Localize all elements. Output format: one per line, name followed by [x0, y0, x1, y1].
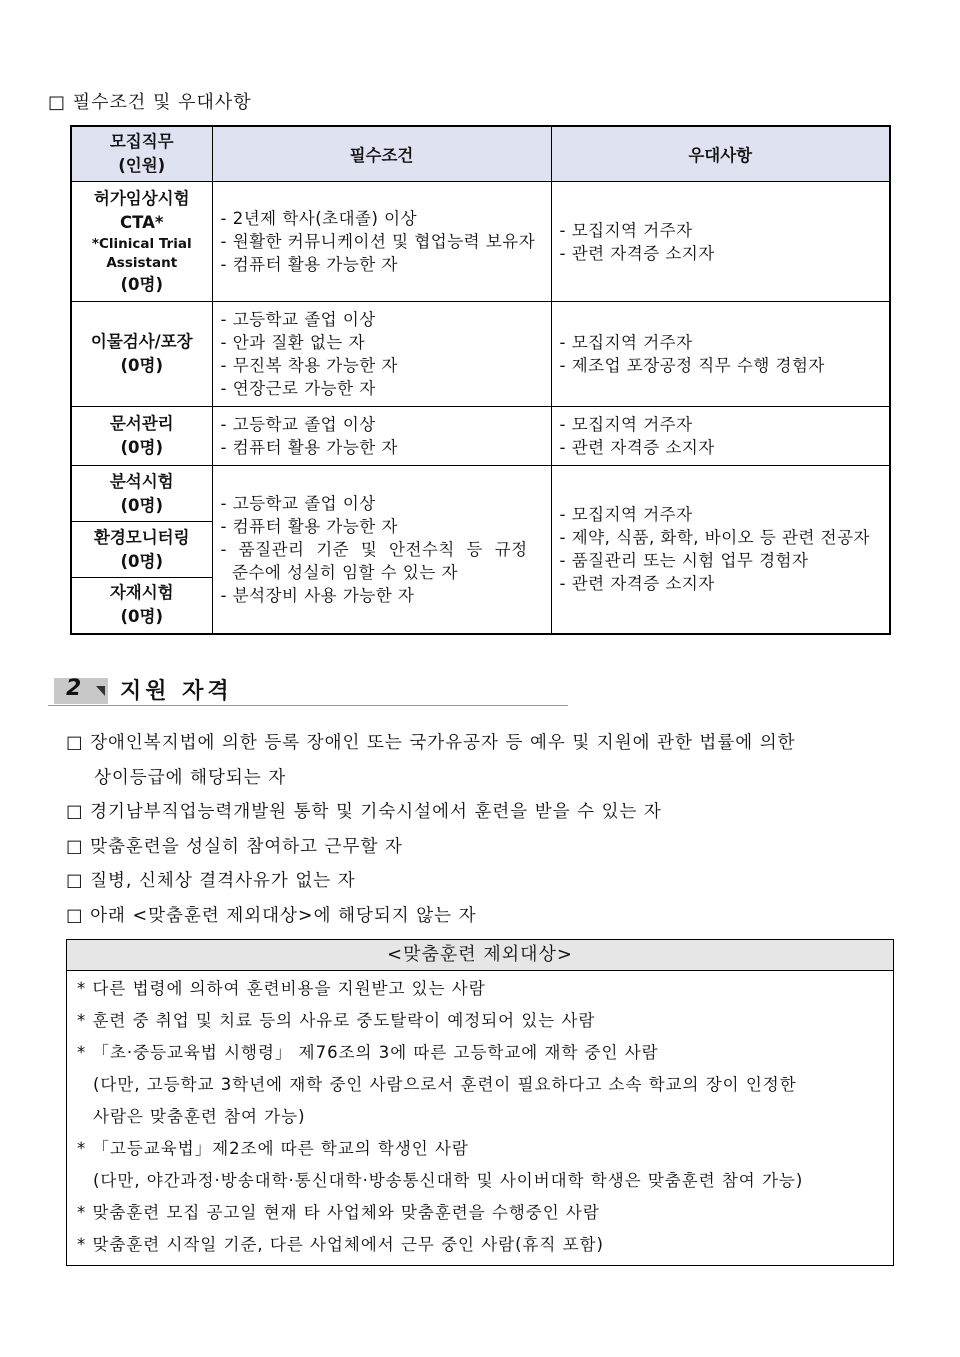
- list-item-note: (다만, 야간과정·방송대학·통신대학·방송통신대학 및 사이버대학 학생은 맞춤훈련 참여 가능): [93, 1171, 804, 1190]
- exclusion-body: [67, 971, 893, 1265]
- list-item: - 관련 자격증 소지자: [559, 243, 715, 263]
- required-cell: [212, 466, 551, 634]
- exclusion-title: <맞춤훈련 제외대상>: [67, 940, 893, 971]
- qualification-list: [66, 726, 886, 933]
- role-note: *Clinical Trial: [91, 235, 192, 252]
- role-count: (0명): [120, 607, 163, 627]
- role-cell: [71, 522, 212, 578]
- list-item: - 고등학교 졸업 이상: [220, 310, 376, 329]
- list-item: - 안과 질환 없는 자: [220, 333, 366, 352]
- required-cell: [212, 407, 551, 466]
- list-item: - 제약, 식품, 화학, 바이오 등 관련 전공자: [559, 528, 870, 548]
- section2-header: [48, 672, 568, 708]
- list-item: - 무진복 착용 가능한 자: [220, 356, 398, 375]
- required-cell: [212, 302, 551, 407]
- role-abbr: CTA*: [120, 212, 164, 232]
- list-item: □ 맞춤훈련을 성실히 참여하고 근무할 자: [66, 836, 403, 857]
- role-cell: [71, 302, 212, 407]
- list-item: - 컴퓨터 활용 가능한 자: [220, 516, 398, 536]
- role-count: (0명): [120, 438, 163, 457]
- list-item: * 맞춤훈련 모집 공고일 현재 타 사업체와 맞춤훈련을 수행중인 사람: [77, 1203, 600, 1222]
- role-title: 분석시험: [109, 471, 174, 491]
- table-row: [71, 407, 890, 466]
- list-item: - 2년제 학사(초대졸) 이상: [220, 209, 418, 228]
- role-note: Assistant: [106, 254, 178, 271]
- list-item: - 고등학교 졸업 이상: [220, 415, 376, 434]
- list-item: * 맞춤훈련 시작일 기준, 다른 사업체에서 근무 중인 사람(휴직 포함): [77, 1235, 604, 1254]
- requirements-table: [70, 125, 891, 635]
- list-item: - 모집지역 거주자: [559, 333, 693, 352]
- role-title: 이물검사/포장: [90, 332, 193, 351]
- role-count: (0명): [120, 356, 163, 375]
- table-row: [71, 302, 890, 407]
- list-item: * 다른 법령에 의하여 훈련비용을 지원받고 있는 사람: [77, 979, 486, 998]
- role-count: (0명): [120, 495, 163, 515]
- role-count: (0명): [120, 551, 163, 571]
- list-item: 준수에 성실히 임할 수 있는 자: [220, 562, 458, 582]
- list-item-note: 사람은 맞춤훈련 참여 가능): [93, 1107, 306, 1126]
- list-item: - 제조업 포장공정 직무 수행 경험자: [559, 356, 825, 375]
- section-number: 2: [66, 676, 82, 701]
- preferred-cell: [551, 466, 890, 634]
- list-item: □ 경기남부직업능력개발원 통학 및 기숙시설에서 훈련을 받을 수 있는 자: [66, 802, 662, 822]
- section-title: 지원 자격: [120, 679, 233, 704]
- list-item: * 「초·중등교육법 시행령」 제76조의 3에 따른 고등학교에 재학 중인 사람: [77, 1043, 659, 1062]
- role-cell: [71, 407, 212, 466]
- table-header-row: [71, 126, 890, 182]
- list-item: * 훈련 중 취업 및 치료 등의 사유로 중도탈락이 예정되어 있는 사람: [77, 1011, 596, 1030]
- header-role-line1: 모집직무: [109, 132, 174, 151]
- list-item: □ 장애인복지법에 의한 등록 장애인 또는 국가유공자 등 예우 및 지원에 관한 법률에 의한: [66, 733, 796, 753]
- role-cell: [71, 182, 212, 302]
- list-item: □ 아래 <맞춤훈련 제외대상>에 해당되지 않는 자: [66, 905, 477, 926]
- exclusion-box: [66, 939, 894, 1266]
- list-item: - 분석장비 사용 가능한 자: [220, 585, 415, 605]
- required-cell: [212, 182, 551, 302]
- header-role: [71, 126, 212, 182]
- list-item-note: (다만, 고등학교 3학년에 재학 중인 사람으로서 훈련이 필요하다고 소속 학교의 장이 인정한: [93, 1075, 797, 1094]
- list-item: □ 질병, 신체상 결격사유가 없는 자: [66, 871, 356, 891]
- list-item-continuation: 상이등급에 해당되는 자: [94, 767, 287, 788]
- header-preferred: 우대사항: [551, 126, 890, 182]
- role-count: (0명): [120, 274, 163, 294]
- header-required: 필수조건: [212, 126, 551, 182]
- preferred-cell: [551, 407, 890, 466]
- list-item: - 컴퓨터 활용 가능한 자: [220, 255, 398, 274]
- table-row: [71, 466, 890, 522]
- list-item: - 품질관리 또는 시험 업무 경험자: [559, 551, 809, 571]
- triangle-icon: [96, 686, 105, 696]
- list-item: - 원활한 커뮤니케이션 및 협업능력 보유자: [220, 232, 536, 251]
- list-item: - 관련 자격증 소지자: [559, 438, 715, 457]
- list-item: - 모집지역 거주자: [559, 415, 693, 434]
- list-item: - 컴퓨터 활용 가능한 자: [220, 438, 398, 457]
- table-row: [71, 182, 890, 302]
- role-title: 허가임상시험: [93, 188, 190, 208]
- role-title: 자재시험: [109, 583, 174, 603]
- role-cell: [71, 466, 212, 522]
- role-cell: [71, 578, 212, 634]
- preferred-cell: [551, 302, 890, 407]
- header-role-line2: (인원): [118, 156, 166, 175]
- role-title: 환경모니터링: [93, 527, 190, 547]
- list-item: * 「고등교육법」제2조에 따른 학교의 학생인 사람: [77, 1139, 469, 1158]
- list-item: - 모집지역 거주자: [559, 505, 693, 525]
- section-underline: [48, 705, 568, 706]
- section1-heading: □ 필수조건 및 우대사항: [48, 92, 252, 113]
- role-title: 문서관리: [109, 414, 174, 433]
- list-item: - 연장근로 가능한 자: [220, 379, 376, 398]
- list-item: - 품질관리 기준 및 안전수칙 등 규정: [220, 539, 528, 559]
- list-item: - 관련 자격증 소지자: [559, 574, 715, 594]
- list-item: - 모집지역 거주자: [559, 220, 693, 240]
- preferred-cell: [551, 182, 890, 302]
- list-item: - 고등학교 졸업 이상: [220, 493, 376, 513]
